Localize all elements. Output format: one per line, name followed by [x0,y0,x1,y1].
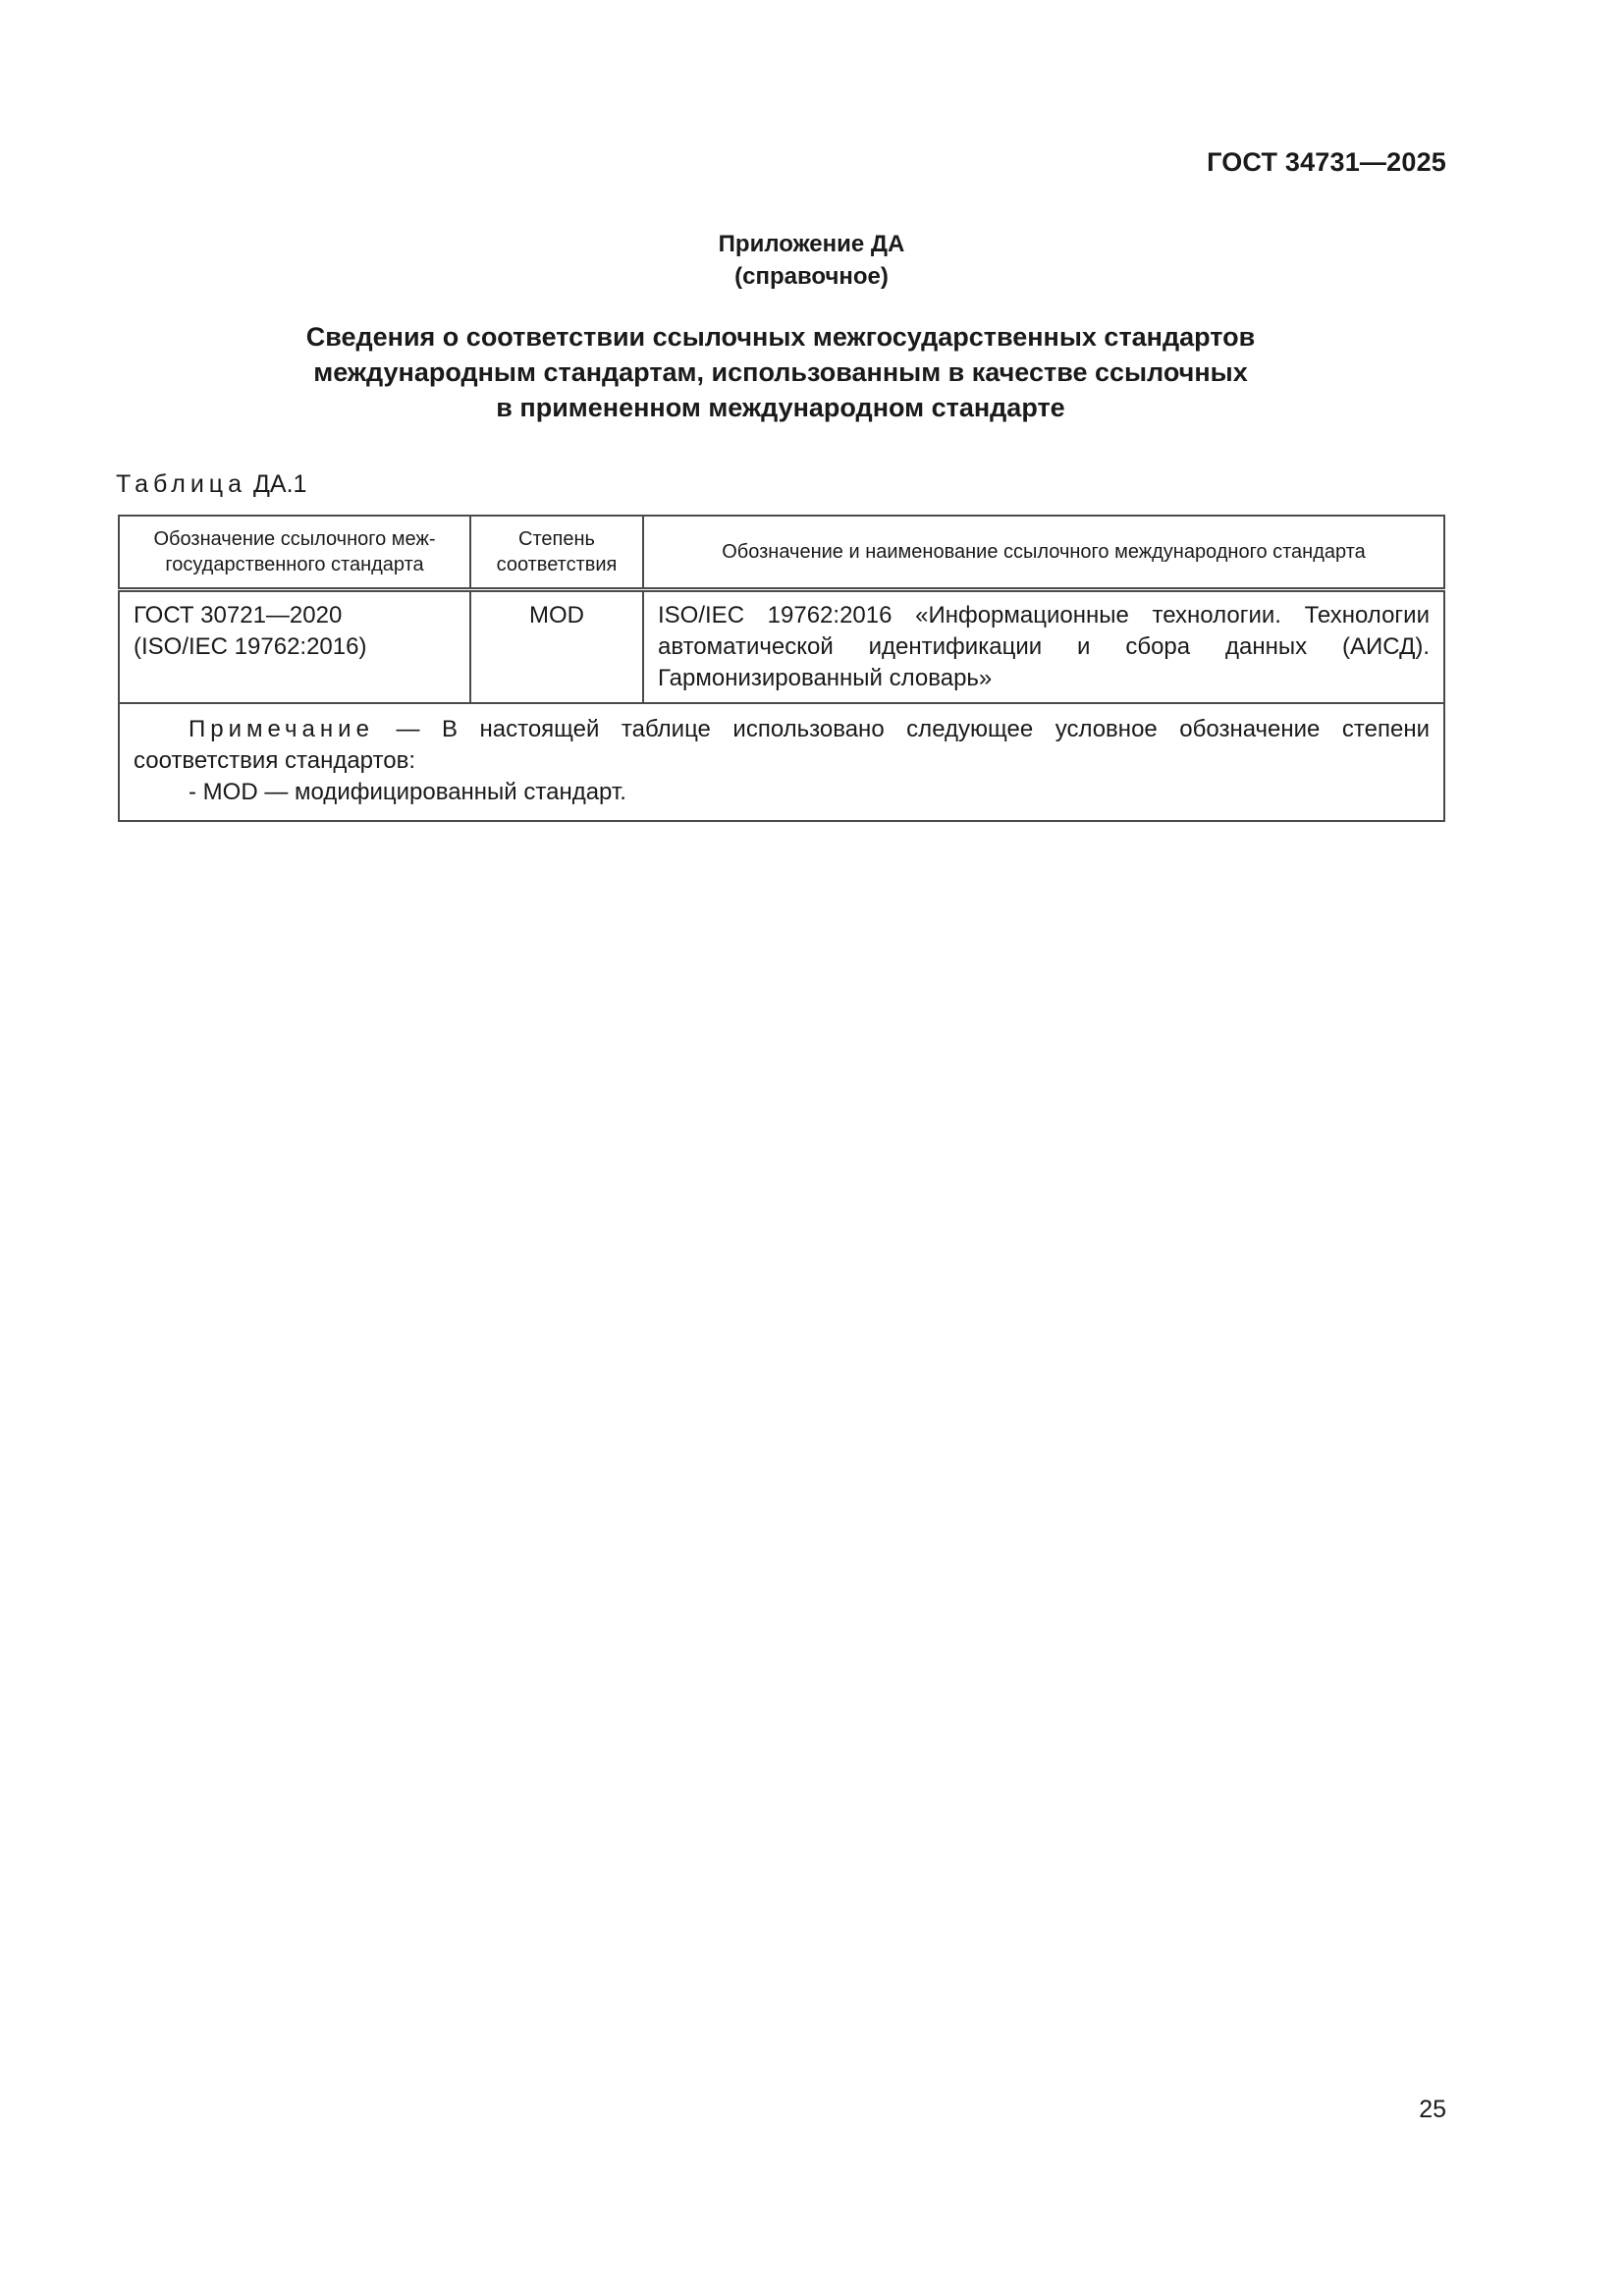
cell-degree: MOD [470,590,643,704]
page-number: 25 [1419,2096,1446,2123]
note-text: — В настоящей таблице использовано следующее условное обозначение степени соответствия стандартов: [134,716,1430,774]
note-label: Примечание [189,716,374,742]
correspondence-table [118,515,1445,822]
designation-line-1: ГОСТ 30721—2020 [134,602,343,629]
section-title-line-2: международным стандартам, использованным в качестве ссылочных [313,357,1248,387]
table-caption [116,470,306,499]
header-cell-international-standard: Обозначение и наименование ссылочного международного стандарта [643,516,1444,590]
section-title-line-3: в примененном международном стандарте [496,393,1065,422]
section-title [0,319,1561,425]
table-caption-number: ДА.1 [252,470,307,498]
table-row [119,590,1444,704]
cell-designation [119,590,470,704]
annex-title: Приложение ДА [718,231,905,257]
header-cell-designation: Обозначение ссылочного меж-государственного стандарта [119,516,470,590]
section-title-line-1: Сведения о соответствии ссылочных межгосударственных стандартов [305,322,1256,352]
cell-international-standard: ISO/IEC 19762:2016 «Информационные технологии. Технологии автоматической идентификации и сбора данных (АИСД). Гармонизированный словарь» [643,590,1444,704]
annex-heading [0,228,1623,293]
table-caption-word: Таблица [116,470,247,498]
table-header-row [119,516,1444,590]
table-note-row [119,703,1444,821]
note-item: - MOD — модифицированный стандарт. [189,779,626,805]
designation-line-2: (ISO/IEC 19762:2016) [134,633,367,660]
header-cell-degree: Степень соответствия [470,516,643,590]
document-code: ГОСТ 34731—2025 [1207,147,1446,177]
annex-status: (справочное) [734,263,889,290]
cell-note [119,703,1444,821]
